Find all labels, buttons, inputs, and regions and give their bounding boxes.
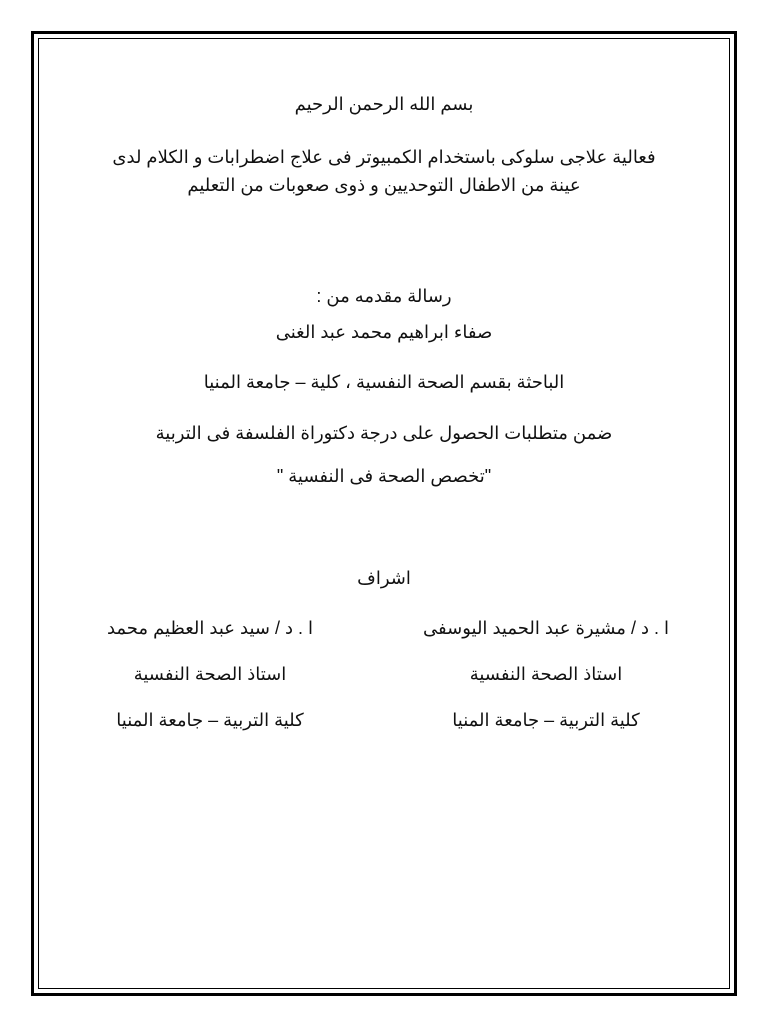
basmala: بسم الله الرحمن الرحيم xyxy=(294,94,474,114)
thesis-title-line-2: عينة من الاطفال التوحديين و ذوى صعوبات من التعليم xyxy=(187,175,581,195)
supervisor-1-title: استاذ الصحة النفسية xyxy=(469,664,623,684)
researcher-name: صفاء ابراهيم محمد عبد الغنى xyxy=(275,322,493,342)
researcher-affiliation: الباحثة بقسم الصحة النفسية ، كلية – جامعة المنيا xyxy=(203,372,565,392)
supervisor-1-affiliation: كلية التربية – جامعة المنيا xyxy=(452,710,640,730)
degree-requirement: ضمن متطلبات الحصول على درجة دكتوراة الفلسفة فى التربية xyxy=(155,423,613,443)
supervision-heading: اشراف xyxy=(357,568,411,588)
supervisor-2-name: ا . د / سيد عبد العظيم محمد xyxy=(106,618,314,638)
supervisor-2-title: استاذ الصحة النفسية xyxy=(133,664,287,684)
submitted-by-label: رسالة مقدمه من : xyxy=(316,286,452,306)
specialization: "تخصص الصحة فى النفسية " xyxy=(276,466,492,486)
supervisor-2-affiliation: كلية التربية – جامعة المنيا xyxy=(116,710,304,730)
thesis-title-line-1: فعالية علاجى سلوكى باستخدام الكمبيوتر فى علاج اضطرابات و الكلام لدى xyxy=(112,147,656,167)
supervisor-1-name: ا . د / مشيرة عبد الحميد اليوسفى xyxy=(423,618,669,638)
